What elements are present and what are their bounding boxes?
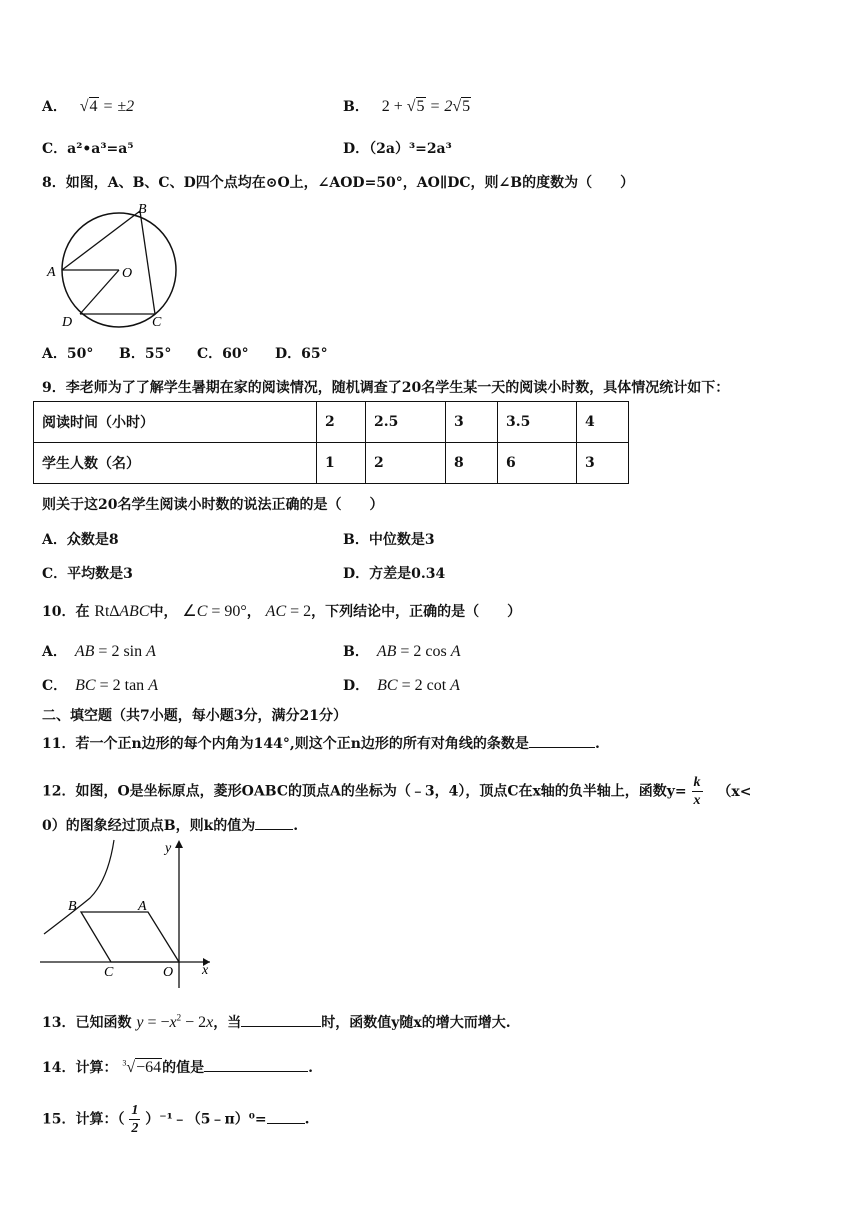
label-o: O (122, 266, 133, 281)
q9-option-d: D．方差是0.34 (343, 566, 446, 582)
q8-option-c: C．60° (197, 346, 249, 362)
table-cell: 2 (317, 402, 366, 443)
q9-data-table (33, 401, 629, 484)
q10-angle-c: ∠C = 90° (182, 603, 247, 620)
q15-text: 15．计算：（ $\frac{1}{2}$ ）⁻¹﹣（5﹣π）⁰= . (42, 1103, 310, 1136)
q9-question: 则关于这20名学生阅读小时数的说法正确的是（ ） (42, 497, 384, 513)
q8-circle-figure (42, 198, 182, 333)
q11-text: 11．若一个正n边形的每个内角为144°,则这个正n边形的所有对角线的条数是 . (42, 736, 600, 752)
q12-line1: 12．如图，O是坐标原点，菱形OABC的顶点A的坐标为（﹣3，4），顶点C在x轴的负半轴上，函数y= $\frac{k}{x}$ （x< (42, 775, 752, 808)
q9-option-c: C．平均数是3 (42, 566, 133, 582)
label-b: B (138, 202, 147, 217)
answer-blank (529, 747, 595, 748)
q10-option-d: D． BC = 2 cot A (343, 677, 460, 694)
table-cell: 6 (498, 443, 577, 484)
table-cell: 2.5 (366, 402, 446, 443)
q15-fraction-one-half: $\frac{1}{2}$ (131, 1103, 139, 1136)
q12-fraction-k-over-x: $\frac{k}{x}$ (693, 775, 701, 808)
q7-option-d: D．（2a）³=2a³ (343, 141, 452, 157)
label-b: B (68, 899, 77, 914)
q8-option-a: A．50° (42, 346, 94, 362)
label-o: O (163, 965, 174, 980)
q7-a-expression: √4 = ±2 (79, 98, 135, 115)
table-cell: 4 (577, 402, 629, 443)
answer-blank (255, 829, 293, 830)
q9-stem: 9．李老师为了了解学生暑期在家的阅读情况，随机调查了20名学生某一天的阅读小时数，具体情况统计如下： (42, 380, 730, 396)
q7-b-expression: 2 + √5 = 2√5 (381, 98, 471, 115)
table-row (34, 402, 629, 443)
q10-option-b: B． AB = 2 cos A (343, 643, 461, 660)
label-a: A (138, 899, 147, 914)
q8-option-b: B．55° (119, 346, 172, 362)
label-c: C (152, 315, 162, 330)
table-cell: 1 (317, 443, 366, 484)
q13-text: 13．已知函数 $y = -x^2 - 2x$，当 时，函数值y随x的增大而增大. (42, 1012, 511, 1031)
q7-option-c: C．a²•a³=a⁵ (42, 141, 134, 157)
q10-triangle: Rt∆ABC (94, 603, 150, 620)
table-header-cell: 阅读时间（小时） (34, 402, 317, 443)
table-cell: 2 (366, 443, 446, 484)
q9-option-b: B．中位数是3 (343, 532, 435, 548)
q8-stem: 8．如图，A、B、C、D四个点均在⊙O上，∠AOD=50°，AO∥DC，则∠B的度数为（ ） (42, 175, 635, 191)
label-c: C (104, 965, 114, 980)
q13-function: $y = -x^2 - 2x$ (136, 1012, 214, 1031)
label-y-axis: y (165, 841, 172, 856)
q10-stem: 10．在 Rt∆ABC中， ∠C = 90°， AC = 2，下列结论中，正确的是（ ） (42, 603, 522, 620)
q8-option-d: D．65° (275, 346, 328, 362)
q7-option-a: A． √4 = ±2 (42, 98, 135, 115)
table-header-cell: 学生人数（名） (34, 443, 317, 484)
answer-blank (241, 1026, 321, 1027)
q14-text: 14．计算： $^3$√−64的值是 . (42, 1058, 314, 1076)
table-cell: 3 (446, 402, 498, 443)
q10-option-c: C． BC = 2 tan A (42, 677, 158, 694)
table-cell: 3 (577, 443, 629, 484)
label-x-axis: x (202, 963, 209, 978)
answer-blank (267, 1123, 305, 1124)
q7-option-b: B． 2 + √5 = 2√5 (343, 98, 471, 115)
q12-rhombus-figure (38, 838, 218, 990)
q10-option-a: A． AB = 2 sin A (42, 643, 156, 660)
q10-ac-value: AC = 2 (265, 603, 312, 620)
q9-option-a: A．众数是8 (42, 532, 119, 548)
section-heading: 二、填空题（共7小题，每小题3分，满分21分） (42, 708, 347, 724)
table-row (34, 443, 629, 484)
label-a: A (47, 265, 56, 280)
answer-blank (204, 1071, 308, 1072)
table-cell: 8 (446, 443, 498, 484)
table-cell: 3.5 (498, 402, 577, 443)
label-d: D (62, 315, 73, 330)
q12-line2: 0）的图象经过顶点B，则k的值为 . (42, 818, 299, 834)
q14-cube-root: $^3$√−64 (122, 1058, 162, 1076)
